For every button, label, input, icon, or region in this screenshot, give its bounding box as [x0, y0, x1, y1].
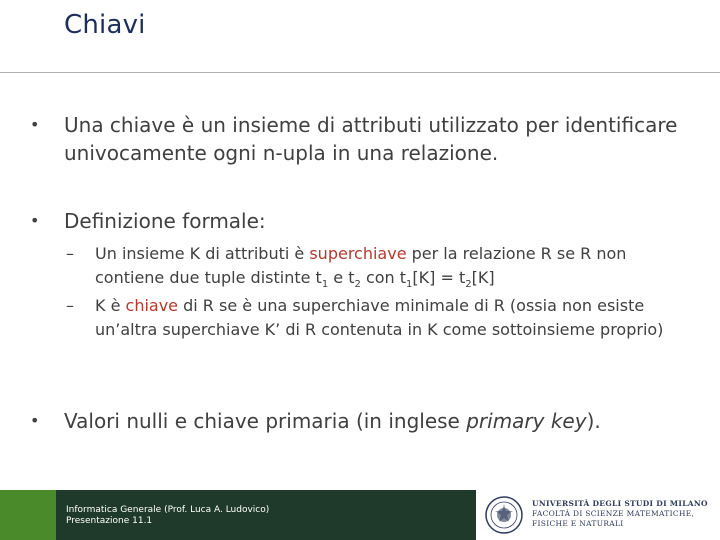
bullet-text: Una chiave è un insieme di attributi utilizzato per identificare univocamente ogni n-upla in una relazione. — [64, 113, 678, 165]
subscript: 1 — [406, 279, 413, 291]
footer-accent — [0, 490, 56, 540]
footer-bar — [0, 490, 720, 540]
slide-title: Chiavi — [64, 10, 146, 40]
text-segment: Un insieme K di attributi è — [95, 244, 310, 263]
bullet-dot-icon: • — [30, 211, 40, 230]
university-logo — [476, 490, 720, 540]
italic-term: primary key — [466, 409, 587, 433]
highlighted-term: superchiave — [309, 244, 407, 263]
bullet-dot-icon: • — [30, 411, 40, 430]
bullet-text: Definizione formale: — [64, 209, 266, 233]
title-divider — [0, 72, 720, 73]
university-name-line: UNIVERSITÀ DEGLI STUDI DI MILANO — [532, 499, 708, 508]
university-name — [532, 499, 708, 529]
faculty-name-line: FISICHE E NATURALI — [532, 519, 624, 528]
sub-bullet-text — [95, 294, 675, 342]
highlighted-term: chiave — [125, 296, 179, 315]
subscript: 2 — [465, 279, 472, 291]
text-segment: [K] = t — [412, 268, 466, 287]
text-segment: di R se è una superchiave minimale di R (ossia non esiste un’altra superchiave K’ di R contenuta in K come sottoinsieme proprio) — [95, 296, 664, 339]
subscript: 2 — [354, 279, 361, 291]
footer-presentation: Presentazione 11.1 — [66, 516, 153, 526]
text-segment: con t — [360, 268, 407, 287]
dash-icon: – — [66, 296, 74, 315]
dash-icon: – — [66, 244, 74, 263]
text-segment: ). — [586, 409, 601, 433]
faculty-name-line: FACOLTÀ DI SCIENZE MATEMATICHE, — [532, 509, 695, 518]
sub-bullet-text — [95, 242, 675, 290]
bullet-dot-icon: • — [30, 115, 40, 134]
text-segment: e t — [328, 268, 355, 287]
text-segment: [K] — [471, 268, 495, 287]
subscript: 1 — [321, 279, 329, 291]
footer-caption — [66, 505, 269, 527]
footer-course: Informatica Generale (Prof. Luca A. Ludovico) — [66, 505, 270, 515]
bullet-text — [64, 407, 704, 435]
text-segment: per la relazione R se R non contiene due tuple distinte t — [95, 244, 627, 287]
text-segment: Valori nulli e chiave primaria (in inglese — [64, 409, 467, 433]
text-segment: K è — [95, 296, 126, 315]
university-seal-icon — [484, 495, 524, 535]
